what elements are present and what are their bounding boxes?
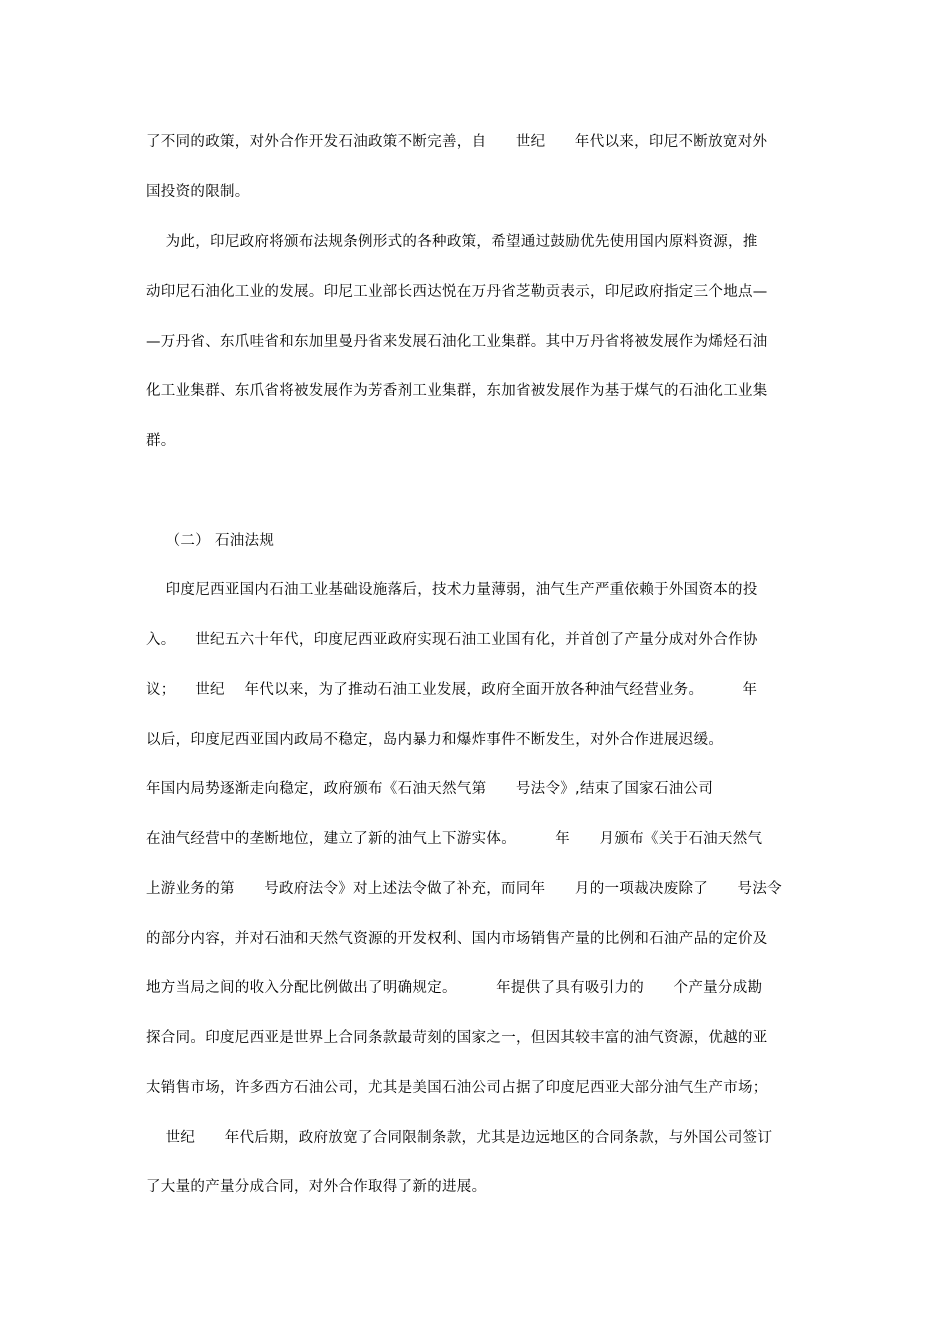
text-line: 的部分内容，并对石油和天然气资源的开发权利、国内市场销售产量的比例和石油产品的定价及 [146, 931, 768, 947]
text-line: 世纪 年代后期，政府放宽了合同限制条款，尤其是边远地区的合同条款，与外国公司签订 [146, 1130, 773, 1146]
text-line: 上游业务的第 号政府法令》对上述法令做了补充，而同年 月的一项裁决废除了 号法令 [146, 881, 782, 897]
text-line: 化工业集群、东爪省将被发展作为芳香剂工业集群，东加省被发展作为基于煤气的石油化工业集 [146, 383, 768, 399]
text-line: 太销售市场，许多西方石油公司，尤其是美国石油公司占据了印度尼西亚大部分油气生产市场； [146, 1080, 768, 1096]
text-line: —万丹省、东爪哇省和东加里曼丹省来发展石油化工业集群。其中万丹省将被发展作为烯烃石油 [146, 334, 768, 350]
text-line: 探合同。印度尼西亚是世界上合同条款最苛刻的国家之一，但因其较丰富的油气资源，优越的亚 [146, 1030, 768, 1046]
text-line: 为此，印尼政府将颁布法规条例形式的各种政策，希望通过鼓励优先使用国内原料资源，推 [146, 234, 758, 250]
text-line: 入。 世纪五六十年代，印度尼西亚政府实现石油工业国有化，并首创了产量分成对外合作协 [146, 632, 758, 648]
text-line: 国投资的限制。 [146, 184, 250, 200]
text-line: 议； 世纪 年代以来，为了推动石油工业发展，政府全面开放各种油气经营业务。 年 [146, 682, 758, 698]
text-line: 动印尼石油化工业的发展。印尼工业部长西达悦在万丹省芝勒贡表示，印尼政府指定三个地点— [146, 284, 768, 300]
text-line: 在油气经营中的垄断地位，建立了新的油气上下游实体。 年 月颁布《关于石油天然气 [146, 831, 763, 847]
section-heading: （二） 石油法规 [146, 533, 275, 549]
text-line: 以后，印度尼西亚国内政局不稳定，岛内暴力和爆炸事件不断发生，对外合作进展迟缓。 [146, 732, 724, 748]
text-line: 年国内局势逐渐走向稳定，政府颁布《石油天然气第 号法令》,结束了国家石油公司 [146, 781, 714, 797]
text-line: 群。 [146, 433, 176, 449]
text-line: 了大量的产量分成合同，对外合作取得了新的进展。 [146, 1179, 487, 1195]
text-line: 印度尼西亚国内石油工业基础设施落后，技术力量薄弱，油气生产严重依赖于外国资本的投 [146, 582, 758, 598]
text-line: 了不同的政策，对外合作开发石油政策不断完善，自 世纪 年代以来，印尼不断放宽对外 [146, 134, 768, 150]
text-line: 地方当局之间的收入分配比例做出了明确规定。 年提供了具有吸引力的 个产量分成勘 [146, 980, 763, 996]
